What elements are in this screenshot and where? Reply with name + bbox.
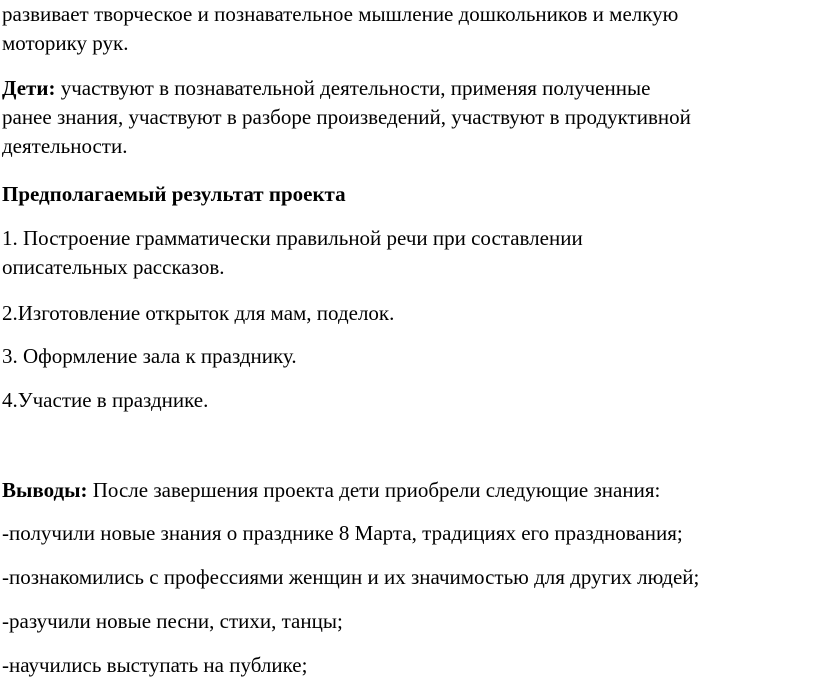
conclusion-item: -познакомились с профессиями женщин и их значимостью для других людей; bbox=[2, 565, 700, 589]
conclusion-item: -разучили новые песни, стихи, танцы; bbox=[2, 609, 343, 633]
conclusions-text: После завершения проекта дети приобрели следующие знания: bbox=[87, 478, 661, 502]
conclusion-item: -получили новые знания о празднике 8 Марта, традициях его празднования; bbox=[2, 521, 683, 545]
results-heading: Предполагаемый результат проекта bbox=[2, 182, 346, 206]
result-item-1-line-1: 1. Построение грамматически правильной речи при составлении bbox=[2, 226, 583, 250]
conclusion-item: -научились выступать на публике; bbox=[2, 653, 308, 677]
intro-paragraph bbox=[2, 0, 678, 58]
result-item-1 bbox=[2, 224, 583, 282]
children-label: Дети: bbox=[2, 76, 56, 100]
children-line-2: ранее знания, участвуют в разборе произведений, участвуют в продуктивной bbox=[2, 105, 691, 129]
children-paragraph bbox=[2, 74, 691, 161]
result-item-4: 4.Участие в празднике. bbox=[2, 388, 209, 412]
children-line-3: деятельности. bbox=[2, 134, 128, 158]
intro-line-1: развивает творческое и познавательное мышление дошкольников и мелкую bbox=[2, 2, 679, 26]
conclusions-paragraph bbox=[2, 476, 660, 505]
result-item-1-line-2: описательных рассказов. bbox=[2, 255, 225, 279]
result-item-2: 2.Изготовление открыток для мам, поделок. bbox=[2, 301, 395, 325]
conclusions-label: Выводы: bbox=[2, 478, 88, 502]
intro-line-2: моторику рук. bbox=[2, 31, 129, 55]
children-line-1 bbox=[2, 74, 691, 103]
children-line-1-text: участвуют в познавательной деятельности, применяя полученные bbox=[55, 76, 651, 100]
result-item-3: 3. Оформление зала к празднику. bbox=[2, 344, 297, 368]
